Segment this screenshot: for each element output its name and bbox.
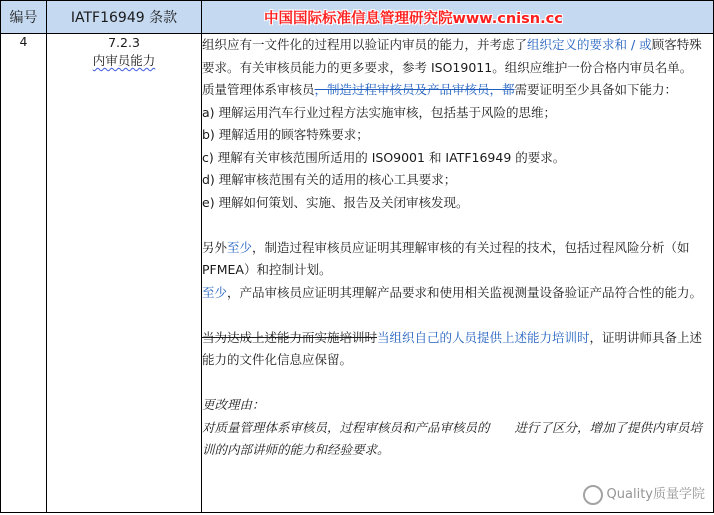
header-row: [1, 1, 714, 34]
inserted-text: 至少: [227, 239, 253, 255]
reason-text: 对质量管理体系审核员，过程审核员和产品审核员的 进行了区分，增加了提供内审员培训的内部讲师的能力和经验要求。: [202, 419, 703, 457]
inserted-text: 当组织自己的人员提供上述能力培训时: [377, 329, 590, 345]
inserted-text: 至少: [202, 284, 228, 300]
list-item: d) 理解审核范围有关的适用的核心工具要求；: [202, 172, 457, 187]
paragraph-1: 组织应有一文件化的过程用以验证内审员的能力，并考虑了组织定义的要求和 / 或顾客特殊要求。有关审核员能力的更多要求，参考 ISO19011。组织应维护一份合格内审员名单。: [202, 37, 702, 75]
row-number: 4: [1, 34, 47, 513]
clause-title: 内审员能力: [92, 53, 156, 68]
header-clause: IATF16949 条款: [47, 1, 202, 34]
logo-watermark: [583, 484, 705, 507]
chat-bubble-icon: [583, 485, 603, 505]
header-content: [202, 1, 714, 34]
inserted-text: 组织定义的要求和 / 或: [527, 37, 652, 52]
paragraph-2: 质量管理体系审核员，制造过程审核员及产品审核员，都需要证明至少具备如下能力：: [202, 82, 678, 97]
paragraph-5: 当为达成上述能力而实施培训时当组织自己的人员提供上述能力培训时，证明讲师具备上述能力的文件化信息应保留。: [202, 329, 703, 367]
list-item: a) 理解运用汽车行业过程方法实施审核，包括基于风险的思维；: [202, 104, 557, 120]
list-item: b) 理解适用的顾客特殊要求；: [202, 127, 369, 142]
paragraph-3: 另外至少，制造过程审核员应证明其理解审核的有关过程的技术，包括过程风险分析（如 PFMEA）和控制计划。: [202, 239, 690, 277]
clause-id: 7.2.3: [108, 35, 140, 50]
header-number: 编号: [1, 1, 47, 34]
list-item: e) 理解如何策划、实施、报告及关闭审核发现。: [202, 194, 469, 210]
clause-cell: [47, 34, 202, 513]
list-item: c) 理解有关审核范围所适用的 ISO9001 和 IATF16949 的要求。: [202, 149, 566, 165]
reason-title: 更改理由：: [202, 397, 265, 412]
watermark-text: 中国国际标准信息管理研究院www.cnisn.cc: [264, 11, 563, 27]
paragraph-4: 至少，产品审核员应证明其理解产品要求和使用相关监视测量设备验证产品符合性的能力。: [202, 284, 703, 300]
deleted-text: 当为达成上述能力而实施培训时: [202, 329, 378, 345]
logo-text: Quality质量学院: [606, 486, 705, 502]
deleted-text: ，制造过程审核员及产品审核员，都: [314, 82, 515, 97]
content-cell: [202, 34, 714, 513]
table-row: [1, 34, 714, 513]
